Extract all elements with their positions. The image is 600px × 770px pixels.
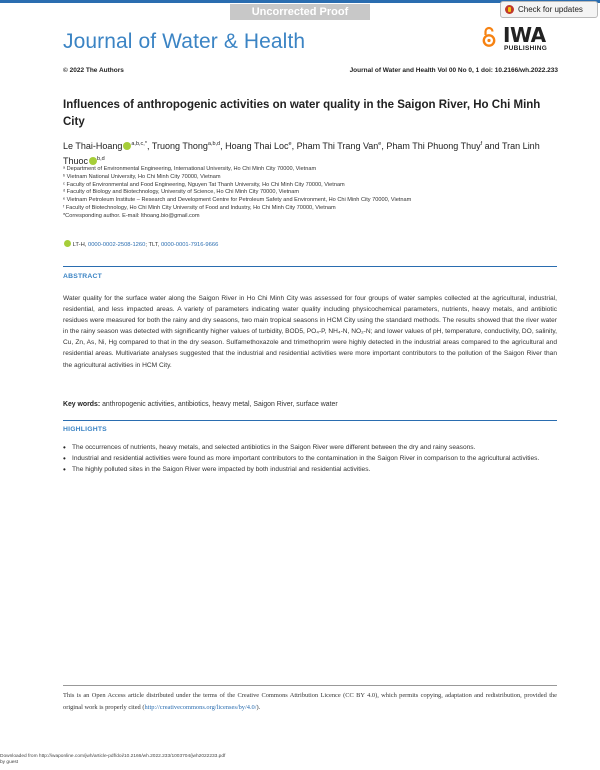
orcid-prefix: LT-H, — [72, 242, 88, 248]
highlight-item: • Industrial and residential activities were found as more important contributors to the contamination in the Saigon River in comparison to the agricultural activities. — [63, 454, 557, 464]
affiliation-item: ᶜ Faculty of Environmental and Food Engineering, Nguyen Tat Thanh University, Ho Chi Minh City 70000, Vietnam — [63, 181, 345, 188]
download-note — [0, 754, 600, 766]
highlight-item: • The occurrences of nutrients, heavy metals, and selected antibiotics in the Saigon River were different between the dry and rainy seasons. — [63, 443, 557, 453]
highlights-heading: HIGHLIGHTS — [63, 426, 107, 433]
keywords-label: Key words: — [63, 401, 101, 408]
license-statement — [63, 690, 557, 714]
affiliation-item: ᶠ Faculty of Biotechnology, Ho Chi Minh City University of Food and Industry, Ho Chi Minh City 70000, Vietnam — [63, 204, 336, 211]
iwa-logo-text: IWA — [503, 23, 546, 47]
affiliation-item: ᵃ Department of Environmental Engineering, International University, Ho Chi Minh City 70000, Vietnam — [63, 166, 317, 172]
footer-rule — [63, 685, 557, 686]
highlights-list — [63, 443, 557, 476]
author-name: Pham Thi Phuong Thuy — [386, 141, 481, 151]
orcid-icon — [64, 240, 71, 247]
check-for-updates-label: Check for updates — [518, 5, 583, 14]
author-list: Le Thai-Hoang $^{a,b,c,*}$, Truong Thong$^{a,b,d}$, Hoang Thai Loc$^e$, Pham Thi Trang Van$^e$, Pham Thi Phuong Thuy$^f$ and Tran Linh Thuoc $^{b,d}$ — [63, 141, 540, 166]
license-link[interactable]: http://creativecommons.org/licenses/by/4.0/ — [144, 704, 257, 711]
check-for-updates-button[interactable] — [500, 1, 598, 18]
author-affiliation-mark: b,d — [97, 156, 105, 162]
author-name: Hoang Thai Loc — [225, 141, 289, 151]
author-affiliation-mark: a,b,c,* — [131, 141, 147, 147]
author-affiliation-mark: e — [288, 141, 292, 147]
abstract-text: Water quality for the surface water along the Saigon River in Ho Chi Minh City was assessed for four groups of water samples collected at the agricultural, industrial, residential, and less impacted areas. A variety of parameters indicating water quality including physicochemical parameters, nutrients, heavy metals, and antibiotic residues were measured for both the rainy and dry seasons, two main tropical seasons in HCM City using the standard methods. The results showed that the river water in the rainy season was detected with significantly higher values of turbidity, BOD5, PO₄-P, NH₄-N, NO₂-N; and lower values of pH, temperature, conductivity, DO, salinity, Cu, Zn, As, Ni, Hg compared to that in the dry season. Sulfamethoxazole and trimethoprim were highly detected in the industrial areas compared to the agricultural and residential areas. Multivariate analyses suggested that the industrial and residential activities were more important contributors to the pollution of the Saigon River than the agricultural activities in HCM City. — [63, 295, 557, 369]
license-text: This is an Open Access article distributed under the terms of the Creative Commons Attribution Licence (CC BY 4.0), which permits copying, adaptation and redistribution, provided the original work is properly cited ( — [63, 692, 557, 711]
affiliation-list — [63, 166, 543, 221]
license-end: ). — [256, 704, 261, 711]
author-affiliation-mark: f — [480, 141, 483, 147]
author-affiliation-mark: a,b,d — [207, 141, 221, 147]
citation-line: Journal of Water and Health Vol 00 No 0, 1 doi: 10.2166/wh.2022.233 — [349, 67, 558, 74]
highlights-rule — [63, 420, 557, 421]
author-name: Pham Thi Trang Van — [296, 141, 379, 151]
affiliation-item: ᵈ Faculty of Biology and Biotechnology, University of Science, Ho Chi Minh City 70000, Vietnam — [63, 189, 300, 196]
journal-title[interactable]: Journal of Water & Health — [63, 30, 306, 53]
abstract-heading: ABSTRACT — [63, 273, 102, 280]
author-affiliation-mark: e — [378, 141, 382, 147]
uncorrected-proof-banner: Uncorrected Proof — [230, 4, 370, 20]
abstract-rule — [63, 266, 557, 267]
author-name: Truong Thong — [151, 141, 208, 151]
crossmark-icon — [505, 5, 514, 14]
article-title: Influences of anthropogenic activities on water quality in the Saigon River, Ho Chi Minh City — [63, 99, 541, 128]
orcid-link-2[interactable]: 0000-0001-7916-9666 — [160, 242, 219, 248]
download-note-line: by guest — [0, 760, 19, 765]
orcid-line — [63, 240, 218, 248]
author-name: Le Thai-Hoang — [63, 141, 123, 151]
orcid-mid: ; TLT, — [145, 242, 161, 248]
download-note-line: Downloaded from http://iwaponline.com/jwh/article-pdf/doi/10.2166/wh.2022.233/1003704/jwh2022233.pdf — [0, 754, 226, 759]
affiliation-item: ᵇ Vietnam National University, Ho Chi Minh City 70000, Vietnam — [63, 173, 221, 180]
author-name: and Tran Linh Thuoc — [63, 141, 540, 166]
highlight-item: • The highly polluted sites in the Saigon River were impacted by both industrial and residential activities. — [63, 465, 557, 475]
affiliation-item: ᵉ Vietnam Petroleum Institute – Research and Development Centre for Petroleum Safety and Environment, Ho Chi Minh City 70000, Vietnam — [63, 197, 412, 204]
keywords-line — [63, 401, 557, 408]
affiliation-item: *Corresponding author. E-mail: lthoang.bio@gmail.com — [63, 212, 200, 219]
copyright-notice: © 2022 The Authors — [63, 67, 124, 74]
orcid-link-1[interactable]: 0000-0002-2508-1260 — [87, 242, 146, 248]
iwa-publishing-logo[interactable] — [503, 23, 573, 55]
orcid-icon[interactable] — [89, 157, 97, 165]
open-access-icon — [482, 26, 496, 48]
publishing-logo-text: PUBLISHING — [504, 45, 548, 52]
keywords-text: anthropogenic activities, antibiotics, heavy metal, Saigon River, surface water — [102, 401, 338, 408]
